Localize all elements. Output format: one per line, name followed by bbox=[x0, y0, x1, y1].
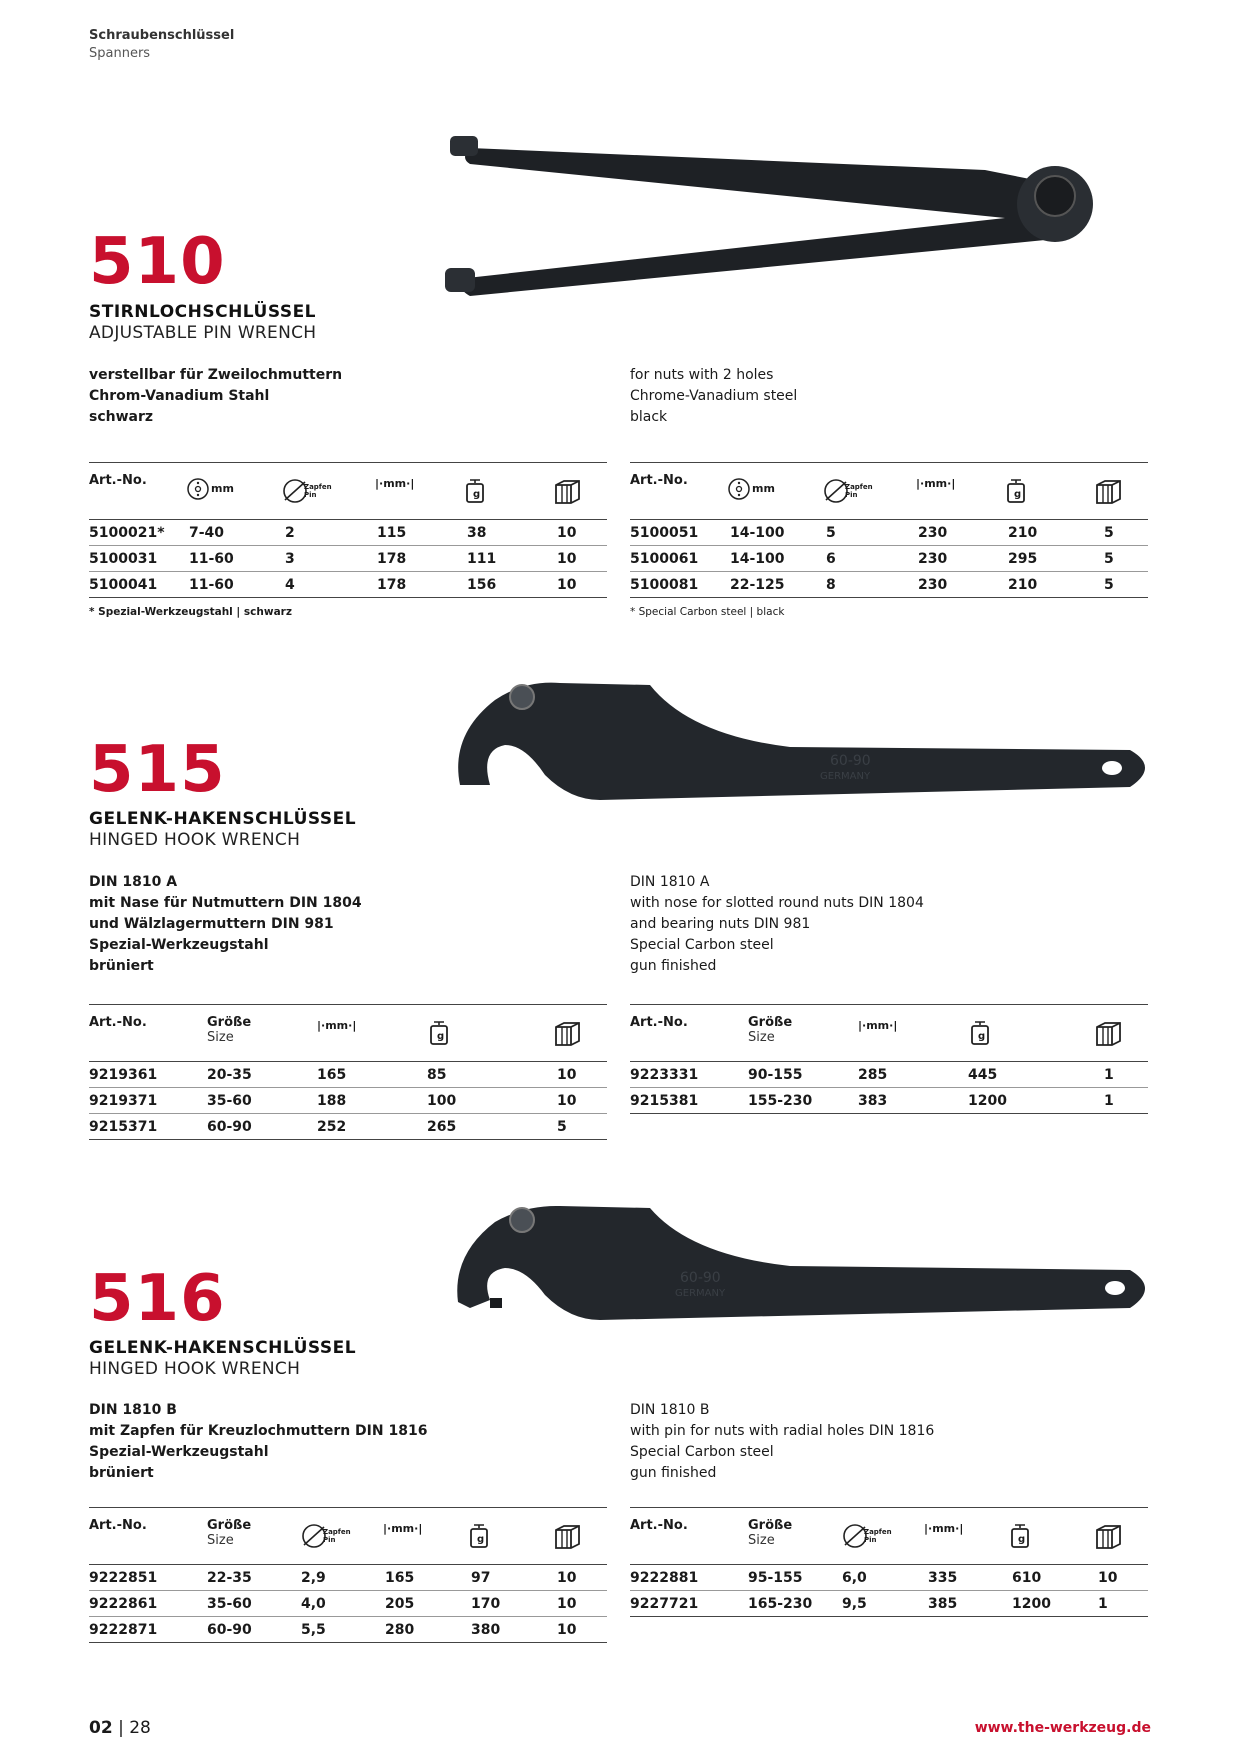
adjustable-pin-wrench-image bbox=[445, 118, 1155, 328]
col-size: Größe Size bbox=[207, 1518, 252, 1548]
desc-line: Chrome-Vanadium steel bbox=[630, 388, 798, 404]
desc-line: for nuts with 2 holes bbox=[630, 367, 774, 383]
product-number-515: 515 bbox=[89, 733, 226, 807]
table-header bbox=[89, 1004, 607, 1062]
description-en-510 bbox=[630, 365, 797, 428]
desc-line: Spezial-Werkzeugstahl bbox=[89, 937, 269, 953]
diameter-icon bbox=[728, 478, 752, 502]
desc-line: with pin for nuts with radial holes DIN 1816 bbox=[630, 1423, 935, 1439]
product-title-en-516: HINGED HOOK WRENCH bbox=[89, 1359, 301, 1379]
table-row: 9215371 60-90 252 265 5 bbox=[89, 1114, 607, 1140]
table-row: 9222871 60-90 5,5 280 380 10 bbox=[89, 1617, 607, 1643]
table-row: 5100051 14-100 5 230 210 5 bbox=[630, 520, 1148, 546]
packaging-icon bbox=[553, 1520, 583, 1552]
desc-line: brüniert bbox=[89, 958, 154, 974]
table-row: 9223331 90-155 285 445 1 bbox=[630, 1062, 1148, 1088]
desc-line: DIN 1810 A bbox=[89, 874, 178, 890]
weight-unit: g bbox=[437, 1031, 445, 1042]
table-header bbox=[630, 462, 1148, 520]
pin-label: Zapfen Pin bbox=[845, 483, 873, 499]
wrench-marking: 60-90 bbox=[680, 1270, 721, 1286]
product-title-de-515: GELENK-HAKENSCHLÜSSEL bbox=[89, 809, 357, 829]
page-number bbox=[89, 1718, 151, 1738]
desc-line: Spezial-Werkzeugstahl bbox=[89, 1444, 269, 1460]
table-515-right bbox=[630, 1004, 1148, 1114]
desc-line: brüniert bbox=[89, 1465, 154, 1481]
chapter-number: 02 bbox=[89, 1718, 113, 1738]
table-row: 9215381 155-230 383 1200 1 bbox=[630, 1088, 1148, 1114]
desc-line: schwarz bbox=[89, 409, 154, 425]
desc-line: Chrom-Vanadium Stahl bbox=[89, 388, 270, 404]
packaging-icon bbox=[1094, 1017, 1124, 1049]
diameter-unit: mm bbox=[752, 482, 775, 495]
desc-line: Special Carbon steel bbox=[630, 1444, 774, 1460]
weight-unit: g bbox=[1014, 489, 1022, 500]
table-516-left bbox=[89, 1507, 607, 1643]
length-icon: |·mm·| bbox=[383, 1522, 423, 1535]
desc-line: DIN 1810 A bbox=[630, 874, 710, 890]
weight-unit: g bbox=[473, 489, 481, 500]
pin-label: Zapfen Pin bbox=[304, 483, 332, 499]
col-size: Größe Size bbox=[748, 1518, 793, 1548]
col-art-no: Art.-No. bbox=[630, 1518, 688, 1533]
product-title-de-510: STIRNLOCHSCHLÜSSEL bbox=[89, 302, 317, 322]
table-510-right bbox=[630, 462, 1148, 618]
product-title-de-516: GELENK-HAKENSCHLÜSSEL bbox=[89, 1338, 357, 1358]
product-title-en-515: HINGED HOOK WRENCH bbox=[89, 830, 301, 850]
product-number-516: 516 bbox=[89, 1262, 226, 1336]
col-art-no: Art.-No. bbox=[630, 473, 688, 488]
hinged-hook-wrench-b-image bbox=[450, 1200, 1155, 1330]
col-art-no: Art.-No. bbox=[89, 473, 147, 488]
table-header bbox=[630, 1004, 1148, 1062]
desc-line: and bearing nuts DIN 981 bbox=[630, 916, 811, 932]
product-title-en-510: ADJUSTABLE PIN WRENCH bbox=[89, 323, 317, 343]
table-row: 9222851 22-35 2,9 165 97 10 bbox=[89, 1565, 607, 1591]
weight-unit: g bbox=[1018, 1534, 1026, 1545]
page-index: 28 bbox=[129, 1718, 151, 1738]
weight-unit: g bbox=[477, 1534, 485, 1545]
hinged-hook-wrench-a-image bbox=[450, 675, 1155, 810]
desc-line: mit Nase für Nutmuttern DIN 1804 bbox=[89, 895, 362, 911]
col-size: Größe Size bbox=[748, 1015, 793, 1045]
packaging-icon bbox=[553, 475, 583, 507]
wrench-marking: 60-90 bbox=[830, 753, 871, 769]
website-link[interactable]: www.the-werkzeug.de bbox=[974, 1720, 1151, 1736]
table-510-left bbox=[89, 462, 607, 618]
description-en-516 bbox=[630, 1400, 934, 1484]
page-separator: | bbox=[118, 1718, 124, 1738]
table-header bbox=[630, 1507, 1148, 1565]
table-row: 9219371 35-60 188 100 10 bbox=[89, 1088, 607, 1114]
desc-line: DIN 1810 B bbox=[89, 1402, 177, 1418]
length-icon: |·mm·| bbox=[924, 1522, 964, 1535]
description-de-515 bbox=[89, 872, 362, 977]
desc-line: black bbox=[630, 409, 668, 425]
col-art-no: Art.-No. bbox=[89, 1015, 147, 1030]
table-header bbox=[89, 462, 607, 520]
table-row: 9222881 95-155 6,0 335 610 10 bbox=[630, 1565, 1148, 1591]
table-row: 5100081 22-125 8 230 210 5 bbox=[630, 572, 1148, 598]
table-row: 9222861 35-60 4,0 205 170 10 bbox=[89, 1591, 607, 1617]
wrench-marking: GERMANY bbox=[820, 771, 871, 782]
desc-line: mit Zapfen für Kreuzlochmuttern DIN 1816 bbox=[89, 1423, 428, 1439]
table-row: 9219361 20-35 165 85 10 bbox=[89, 1062, 607, 1088]
diameter-unit: mm bbox=[211, 482, 234, 495]
desc-line: verstellbar für Zweilochmuttern bbox=[89, 367, 343, 383]
product-number-510: 510 bbox=[89, 225, 226, 299]
packaging-icon bbox=[553, 1017, 583, 1049]
table-516-right bbox=[630, 1507, 1148, 1617]
header-title-de: Schraubenschlüssel bbox=[89, 28, 235, 43]
length-icon: |·mm·| bbox=[375, 477, 415, 490]
table-row: 9227721 165-230 9,5 385 1200 1 bbox=[630, 1591, 1148, 1617]
table-row: 5100041 11-60 4 178 156 10 bbox=[89, 572, 607, 598]
table-515-left bbox=[89, 1004, 607, 1140]
table-row: 5100031 11-60 3 178 111 10 bbox=[89, 546, 607, 572]
description-de-510 bbox=[89, 365, 342, 428]
desc-line: Special Carbon steel bbox=[630, 937, 774, 953]
length-icon: |·mm·| bbox=[858, 1019, 898, 1032]
desc-line: gun finished bbox=[630, 958, 717, 974]
length-icon: |·mm·| bbox=[317, 1019, 357, 1032]
packaging-icon bbox=[1094, 1520, 1124, 1552]
desc-line: with nose for slotted round nuts DIN 1804 bbox=[630, 895, 924, 911]
packaging-icon bbox=[1094, 475, 1124, 507]
table-row: 5100021* 7-40 2 115 38 10 bbox=[89, 520, 607, 546]
desc-line: DIN 1810 B bbox=[630, 1402, 710, 1418]
description-de-516 bbox=[89, 1400, 427, 1484]
col-art-no: Art.-No. bbox=[89, 1518, 147, 1533]
table-row: 5100061 14-100 6 230 295 5 bbox=[630, 546, 1148, 572]
footnote-de: * Spezial-Werkzeugstahl | schwarz bbox=[89, 606, 292, 618]
pin-label: Zapfen Pin bbox=[323, 1528, 351, 1544]
col-size: Größe Size bbox=[207, 1015, 252, 1045]
table-header bbox=[89, 1507, 607, 1565]
pin-label: Zapfen Pin bbox=[864, 1528, 892, 1544]
description-en-515 bbox=[630, 872, 924, 977]
desc-line: gun finished bbox=[630, 1465, 717, 1481]
desc-line: und Wälzlagermuttern DIN 981 bbox=[89, 916, 334, 932]
footnote-en: * Special Carbon steel | black bbox=[630, 606, 785, 618]
col-art-no: Art.-No. bbox=[630, 1015, 688, 1030]
length-icon: |·mm·| bbox=[916, 477, 956, 490]
diameter-icon bbox=[187, 478, 211, 502]
wrench-marking: GERMANY bbox=[675, 1288, 726, 1299]
header-title-en: Spanners bbox=[89, 46, 151, 61]
weight-unit: g bbox=[978, 1031, 986, 1042]
